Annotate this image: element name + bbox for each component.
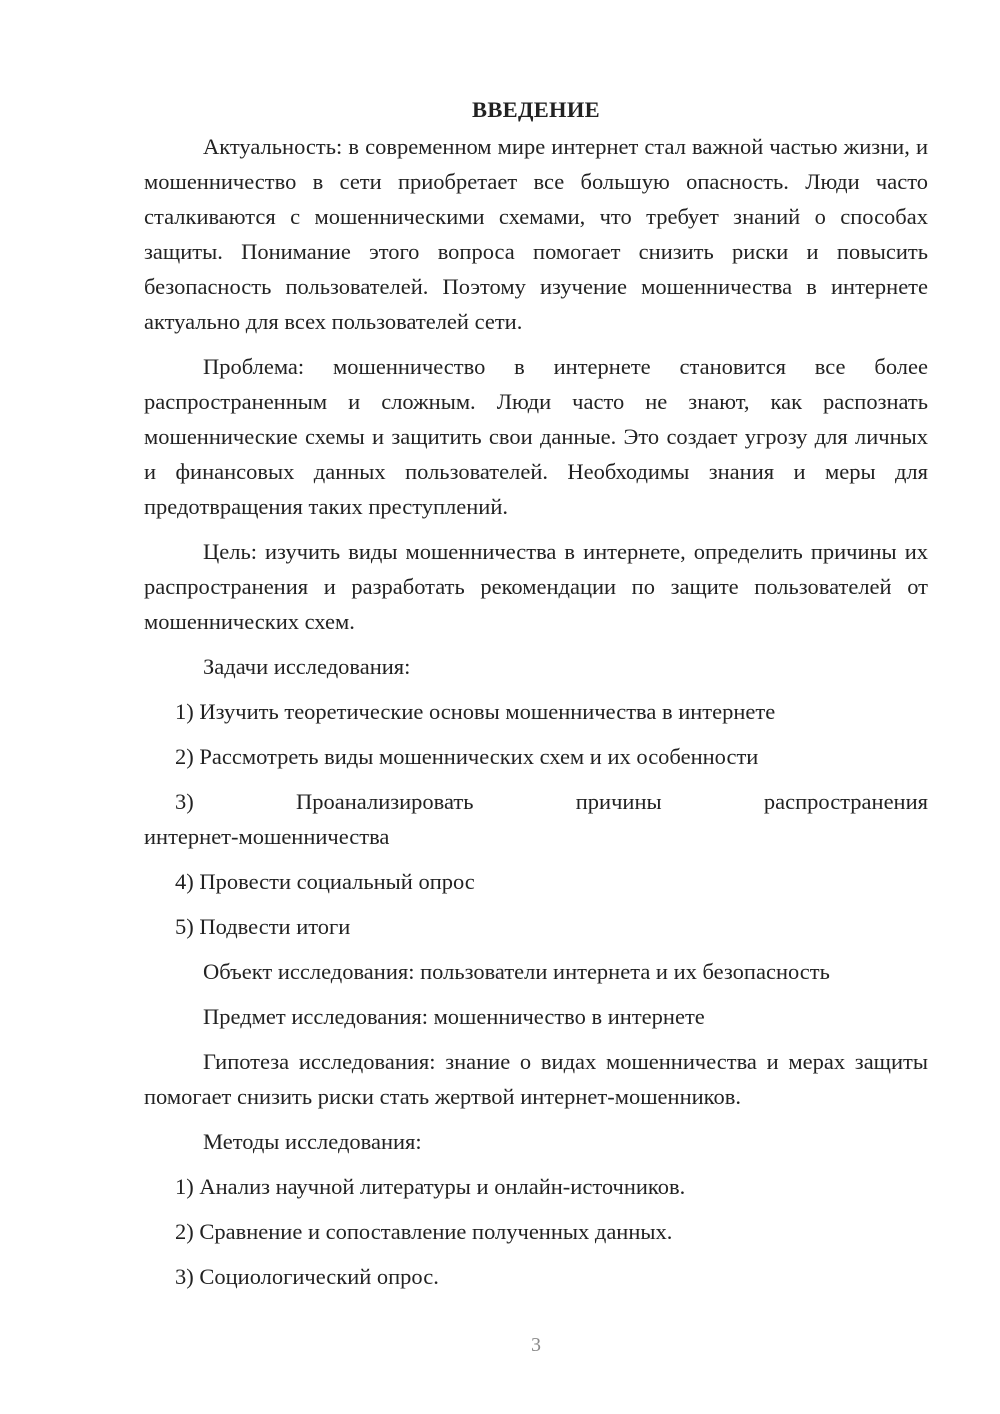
method-item: 2) Сравнение и сопоставление полученных данных. — [175, 1219, 673, 1244]
task-item-continuation: интернет-мошенничества — [144, 824, 390, 849]
task-item: 1) Изучить теоретические основы мошенничества в интернете — [175, 699, 776, 724]
methods-title: Методы исследования: — [203, 1129, 422, 1154]
task-item: 3) Проанализировать причины распространения — [175, 789, 928, 814]
page-number: 3 — [531, 1334, 541, 1356]
problem-paragraph: Проблема: мошенничество в интернете становится все более распространенным и сложным. Люди часто не знают, как распознать мошеннические схемы и защитить свои данные. Это создает угрозу для личных и финансовых данных пользователей. Необходимы знания и меры для предотвращения таких преступлений. — [144, 354, 928, 519]
tasks-title: Задачи исследования: — [203, 654, 411, 679]
goal-paragraph: Цель: изучить виды мошенничества в интернете, определить причины их распространения и разработать рекомендации по защите пользователей от мошеннических схем. — [144, 539, 928, 634]
task-item: 5) Подвести итоги — [175, 914, 351, 939]
document-page — [144, 92, 928, 1304]
object-paragraph: Объект исследования: пользователи интернета и их безопасность — [203, 959, 830, 984]
task-item: 2) Рассмотреть виды мошеннических схем и их особенности — [175, 744, 759, 769]
subject-paragraph: Предмет исследования: мошенничество в интернете — [203, 1004, 705, 1029]
task-item: 4) Провести социальный опрос — [175, 869, 475, 894]
relevance-paragraph: Актуальность: в современном мире интернет стал важной частью жизни, и мошенничество в сети приобретает все большую опасность. Люди часто сталкиваются с мошенническими схемами, что требует знаний о способах защиты. Понимание этого вопроса помогает снизить риски и повысить безопасность пользователей. Поэтому изучение мошенничества в интернете актуально для всех пользователей сети. — [144, 134, 928, 334]
method-item: 1) Анализ научной литературы и онлайн-источников. — [175, 1174, 686, 1199]
section-heading: ВВЕДЕНИЕ — [472, 97, 600, 122]
method-item: 3) Социологический опрос. — [175, 1264, 439, 1289]
hypothesis-paragraph: Гипотеза исследования: знание о видах мошенничества и мерах защиты помогает снизить риски стать жертвой интернет-мошенников. — [144, 1049, 928, 1109]
